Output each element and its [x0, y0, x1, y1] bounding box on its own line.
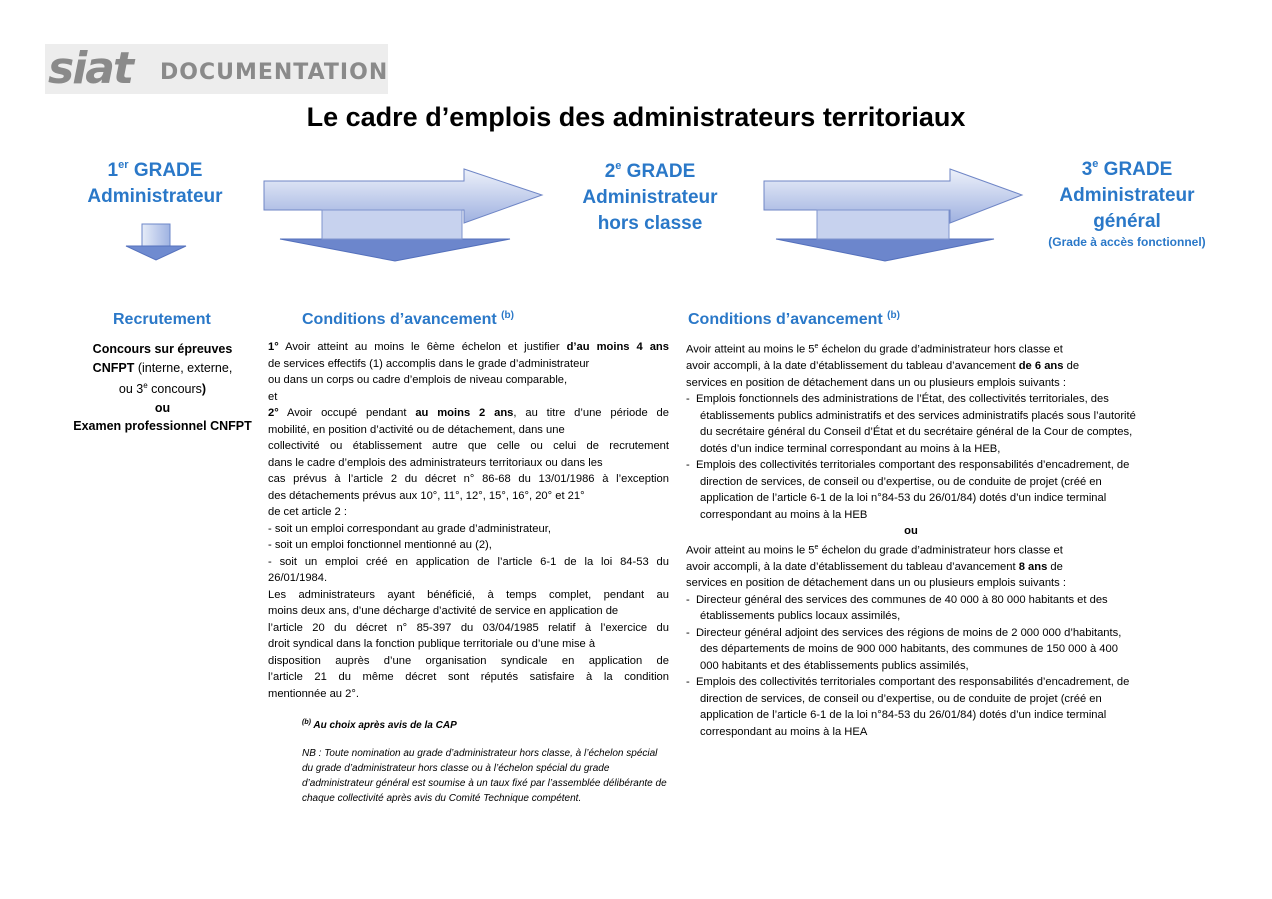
grade-1-name: Administrateur	[87, 186, 223, 207]
grade-3-name: Administrateur	[1059, 185, 1195, 206]
down-arrow-icon	[120, 222, 192, 262]
footnote: $^{(b)}$ Au choix après avis de la CAP	[302, 719, 457, 731]
grade-3-note: (Grade à accès fonctionnel)	[1048, 235, 1206, 249]
list-item: - Emplois des collectivités territoriales comportant des responsabilités d’encadrement, de direction de services, de conseil ou d’expertise, ou de conduite de projet (créé en application de l’article 6-1 de la loi n°84-53 du 26/01/84) dotés d’un indice terminal correspondant au moins à la HEA	[686, 676, 1130, 738]
grade-3-name-line2: général	[1093, 211, 1161, 232]
logo-mark: siat	[48, 43, 132, 94]
recrutement-title: Recrutement	[113, 311, 211, 328]
recrutement-block: Concours sur épreuves CNFPT (interne, externe, ou 3e concours) ou Examen professionnel CNFPT	[73, 342, 252, 434]
list-item: - Emplois fonctionnels des administrations de l’État, des collectivités territoriales, des établissements publics administratifs et des services administratifs placés sous l’autorité du secrétaire général du Conseil d’État et du secrétaire général de la Cour de comptes, dotés d’un indice terminal correspondant au moins à la HEB,	[686, 393, 1136, 455]
grade-3-heading: 3e GRADE Administrateur général	[1032, 157, 1222, 235]
conditions-2-block: Avoir atteint au moins le 5e échelon du grade d’administrateur hors classe et avoir accompli, à la date d’établissement du tableau d’avancement de 6 ans de services en position de détachement dans un ou plusieurs emplois suivants : - Emplois fonctionnels des administrations de l’État, des collectivités territoriales, des établissements publics administratifs et des services administratifs placés sous l’autorité du secrétaire général du Conseil d’État et du secrétaire général de la Cour de comptes, dotés d’un indice terminal correspondant au moins à la HEB, - Emplois des collectivités territoriales comportant des responsabilités d’encadrement, de direction de services, de conseil ou d’expertise, ou de conduite de projet (créé en application de l’article 6-1 de la loi n°84-53 du 26/01/84) dotés d’un indice terminal correspondant au moins à la HEB ou Avoir atteint au moins le 5e échelon du grade d’administrateur hors classe et avoir accompli, à la date d’établissement du tableau d’avancement 8 ans de services en position de détachement dans un ou plusieurs emplois suivants : - Directeur général des services des communes de 40 000 à 80 000 habitants et des établissements publics locaux assimilés, - Directeur général adjoint des services des régions de moins de 2 000 000 d’habitants, des départements de moins de 900 000 habitants, des communes de 150 000 à 400 000 habitants et des établissements publics assimilés, - Emplois des collectivités territoriales comportant des responsabilités d’encadrement, de direction de services, de conseil ou d’expertise, ou de conduite de projet (créé en application de l’article 6-1 de la loi n°84-53 du 26/01/84) dotés d’un indice terminal correspondant au moins à la HEA	[686, 339, 1136, 740]
logo-text: DOCUMENTATION	[160, 60, 389, 85]
page-title: Le cadre d’emplois des administrateurs territoriaux	[306, 102, 966, 132]
conditions-title-2: Conditions d’avancement $^{(b)}$	[688, 310, 900, 328]
conditions-1-block: 1° Avoir atteint au moins le 6ème échelon et justifier d’au moins 4 ans de services effectifs (1) accomplis dans le grade d’administrateur ou dans un corps ou cadre d’emplois de niveau comparable, et 2° Avoir occupé pendant au moins 2 ans, au titre d’une période de mobilité, en position d’activité ou de détachement, dans une collectivité ou établissement autre que celle ou celui de recrutement dans le cadre d’emplois des administrateurs territoriaux ou dans les cas prévus à l’article 2 du décret n° 86-68 du 13/01/1986 à l’exception des détachements prévus aux 10°, 11°, 12°, 15°, 16°, 20° et 21° de cet article 2 : - soit un emploi correspondant au grade d’administrateur, - soit un emploi fonctionnel mentionné au (2), - soit un emploi créé en application de l’article 6-1 de la loi 84-53 du 26/01/1984. Les administrateurs ayant bénéficié, à temps complet, pendant au moins deux ans, d’une décharge d’activité de service en application de l’article 20 du décret n° 85-397 du 03/04/1985 relatif à l’exercice du droit syndical dans la fonction publique territoriale ou d’une mise à disposition auprès d’une organisation syndicale en application de l’article 21 du même décret sont réputés satisfaire à la condition mentionnée au 2°.	[268, 341, 670, 700]
list-item: - Directeur général des services des communes de 40 000 à 80 000 habitants et des établissements publics locaux assimilés,	[686, 593, 1108, 623]
grade-2-heading: 2e GRADE Administrateur hors classe	[555, 159, 745, 237]
list-item: - Directeur général adjoint des services des régions de moins de 2 000 000 d’habitants, des départements de moins de 900 000 habitants, des communes de 150 000 à 400 000 habitants et des établissements publics assimilés,	[686, 626, 1122, 672]
bent-arrow-icon-2	[762, 165, 1024, 265]
grade-1-heading: 1er GRADE Administrateur	[60, 158, 250, 210]
grade-2-name: Administrateur	[582, 187, 718, 208]
conditions-title-1: Conditions d’avancement $^{(b)}$	[302, 310, 514, 328]
list-item: - Emplois des collectivités territoriales comportant des responsabilités d’encadrement, de direction de services, de conseil ou d’expertise, ou de conduite de projet (créé en application de l’article 6-1 de la loi n°84-53 du 26/01/84) dotés d’un indice terminal correspondant au moins à la HEB	[686, 459, 1130, 521]
grade-2-name-line2: hors classe	[597, 213, 703, 234]
bent-arrow-icon	[262, 165, 544, 265]
ou-separator: ou	[904, 525, 918, 538]
nb-note: NB : Toute nomination au grade d’administrateur hors classe, à l’échelon spécial du grade d’administrateur hors classe ou à l’échelon spécial du grade d’administrateur général est soumise à un taux fixé par l’assemblée délibérante de chaque collectivité après avis du Comité Technique compétent.	[302, 748, 667, 804]
